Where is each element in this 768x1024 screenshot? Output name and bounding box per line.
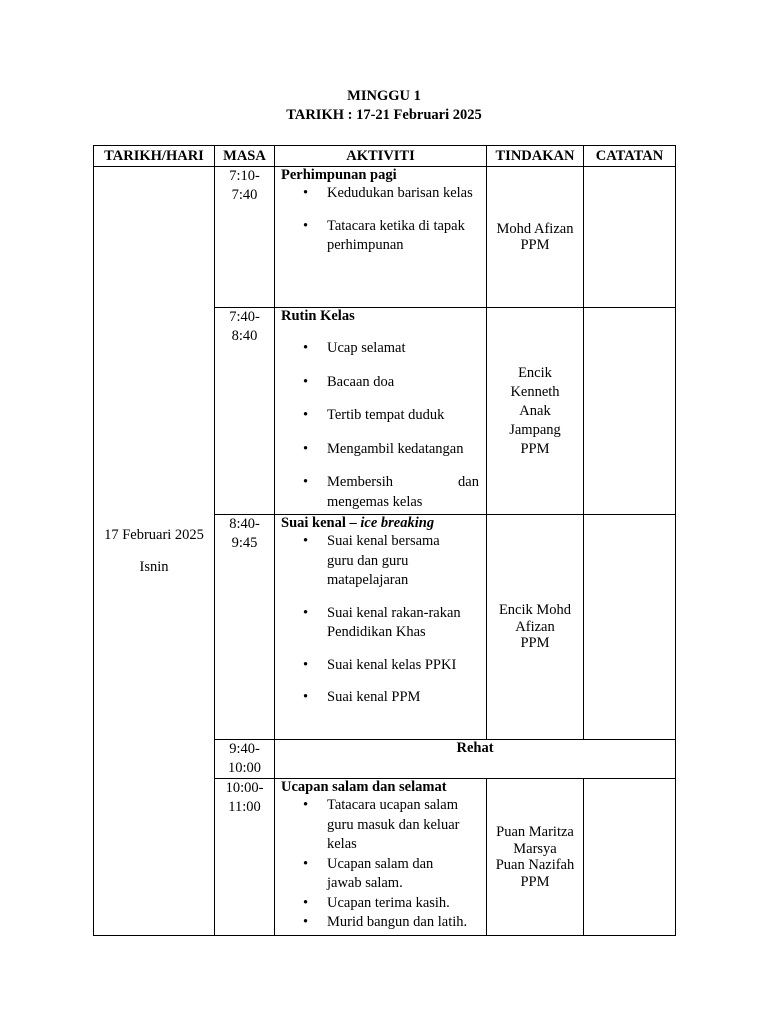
list-item: • Mengambil kedatangan [281, 440, 479, 460]
action-line: PPM [520, 873, 550, 890]
list-item: • Ucapan salam dan jawab salam. [281, 855, 479, 894]
time-end: 10:00 [227, 760, 262, 776]
header-aktiviti: AKTIVITI [275, 146, 487, 167]
break-cell: Rehat [275, 740, 676, 779]
date-range-heading: TARIKH : 17-21 Februari 2025 [286, 107, 482, 123]
notes-cell [584, 308, 676, 515]
action-cell [487, 167, 584, 308]
action-line: Encik Mohd [498, 602, 572, 619]
time-end: 11:00 [228, 799, 261, 815]
list-item: • Kedudukan barisan kelas [281, 184, 479, 204]
notes-cell [584, 779, 676, 936]
list-item: • Tatacara ketika di tapak perhimpunan [281, 217, 479, 256]
time-cell [215, 515, 275, 740]
time-cell [215, 308, 275, 515]
action-cell [487, 779, 584, 936]
activity-cell [275, 779, 487, 936]
time-cell [215, 740, 275, 779]
time-start: 9:40- [229, 741, 260, 757]
activity-title: Rutin Kelas [281, 308, 355, 324]
list-item: • Ucapan terima kasih. [281, 894, 479, 914]
activity-cell [275, 167, 487, 308]
activity-title-text: Suai kenal – [281, 515, 361, 531]
time-start: 7:40- [229, 309, 260, 325]
list-item: • Tatacara ucapan salam guru masuk dan keluar kelas [281, 796, 479, 855]
list-item: • Suai kenal bersama guru dan guru matapelajaran [281, 532, 479, 591]
action-line: PPM [520, 237, 550, 253]
action-line: Afizan [515, 618, 555, 635]
action-line: Puan Nazifah [495, 857, 575, 873]
notes-cell [584, 167, 676, 308]
activity-list [281, 796, 479, 933]
list-item: • Ucap selamat [281, 339, 479, 359]
list-item: • Suai kenal kelas PPKI [281, 656, 479, 676]
activity-list [281, 532, 479, 708]
list-item: • Membersih dan mengemas kelas [281, 473, 479, 512]
list-item: • Suai kenal PPM [281, 688, 479, 708]
header-tindakan: TINDAKAN [487, 146, 584, 167]
action-line: Mohd Afizan [496, 220, 574, 237]
action-line: Kenneth [510, 383, 560, 400]
time-start: 10:00- [225, 780, 264, 796]
activity-title-italic: ice breaking [360, 515, 435, 531]
activity-list [281, 339, 479, 512]
action-line: PPM [520, 440, 550, 457]
activity-cell [275, 515, 487, 740]
time-start: 8:40- [229, 516, 260, 532]
action-line: Marsya [513, 840, 557, 857]
action-line: PPM [520, 635, 550, 652]
action-line: Jampang [509, 421, 561, 438]
action-line: Anak [519, 402, 551, 419]
schedule-table [93, 145, 676, 936]
action-cell [487, 515, 584, 740]
time-end: 9:45 [231, 535, 258, 551]
activity-title [281, 515, 479, 532]
time-cell [215, 779, 275, 936]
time-cell [215, 167, 275, 308]
action-line: Puan Maritza [496, 824, 574, 840]
time-start: 7:10- [229, 168, 260, 184]
list-item: • Suai kenal rakan-rakan Pendidikan Khas [281, 604, 479, 643]
action-line: Encik [518, 364, 552, 381]
week-heading: MINGGU 1 [347, 88, 421, 104]
date-text: 17 Februari 2025 [104, 526, 204, 543]
header-catatan: CATATAN [584, 146, 676, 167]
activity-cell [275, 308, 487, 515]
action-cell [487, 308, 584, 515]
day-text: Isnin [139, 558, 169, 575]
list-item: • Murid bangun dan latih. [281, 913, 479, 933]
activity-list [281, 184, 479, 256]
activity-title: Perhimpunan pagi [281, 167, 397, 183]
header-tarikh-hari: TARIKH/HARI [94, 146, 215, 167]
notes-cell [584, 515, 676, 740]
table-header-row [94, 146, 676, 167]
list-item: • Tertib tempat duduk [281, 406, 479, 426]
table-row [94, 167, 676, 308]
date-cell [94, 167, 215, 936]
time-end: 8:40 [231, 328, 258, 344]
header-masa: MASA [215, 146, 275, 167]
list-item: • Bacaan doa [281, 373, 479, 393]
time-end: 7:40 [231, 187, 258, 203]
activity-title: Ucapan salam dan selamat [281, 779, 447, 795]
